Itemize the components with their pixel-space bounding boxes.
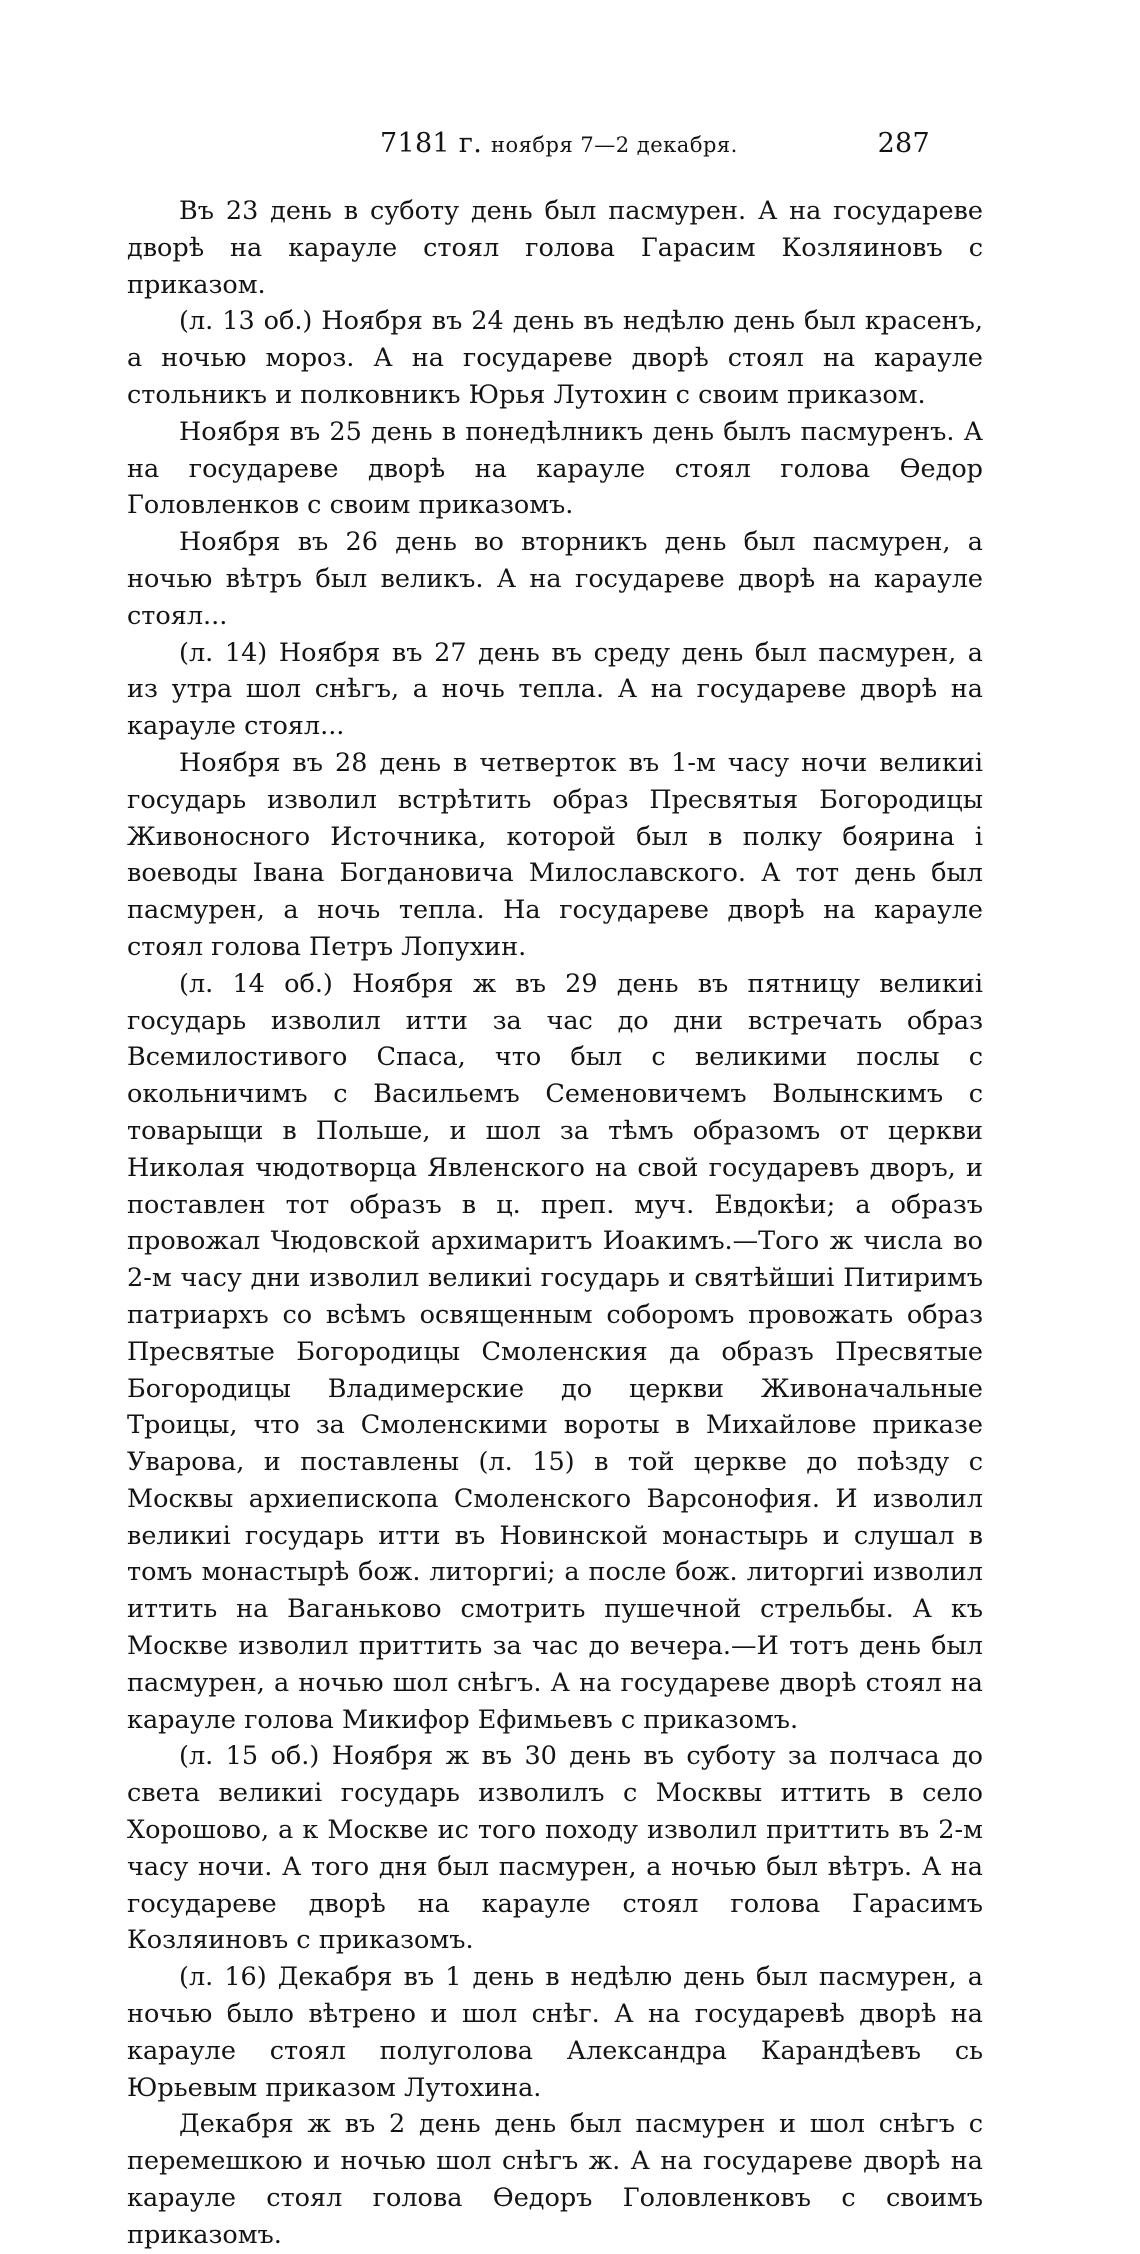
header-title: ноября 7—2 декабря. — [491, 133, 738, 157]
paragraph: (л. 15 об.) Ноября ж въ 30 день въ суботу за полчаса до света великиі государь изволилъ с Москвы иттить в село Хорошово, а к Москве ис того походу изволил приттить въ 2-м часу ночи. А того дня был пасмурен, а ночью был вѣтръ. А на государеве дворѣ на карауле стоял голова Гарасимъ Козляиновъ с приказомъ. — [127, 1741, 983, 1956]
header-year: 7181 г. — [380, 128, 483, 159]
running-title — [380, 128, 738, 159]
paragraph: (л. 16) Декабря въ 1 день в недѣлю день был пасмурен, а ночью было вѣтрено и шол снѣг. А на государевѣ дворѣ на карауле стоял полуголова Александра Карандѣевъ сь Юрьевым приказом Лутохина. — [127, 1962, 983, 2103]
paragraph: (л. 14 об.) Ноября ж въ 29 день въ пятницу великиі государь изволил итти за час до дни встречать образ Всемилостивого Спаса, что был с великими послы с окольничимъ с Васильемъ Семеновичемъ Волынскимъ с товарыщи в Польше, и шол за тѣмъ образомъ от церкви Николая чюдотворца Явленского на свой государевъ дворъ, и поставлен тот образъ в ц. преп. муч. Евдокѣи; а образъ провожал Чюдовской архимаритъ Иоакимъ.—Того ж числа во 2-м часу дни изволил великиі государь и святѣйшиі Питиримъ патриархъ со всѣмъ освященным соборомъ провожать образ Пресвятые Богородицы Смоленския да образъ Пресвятые Богородицы Владимерские до церкви Живоначальные Троицы, что за Смоленскими вороты в Михайлове приказе Уварова, и поставлены (л. 15) в той церкве до поѣзду с Москвы архиепископа Смоленского Варсонофия. И изволил великиі государь итти въ Новинской монастырь и слушал в томъ монастырѣ бож. литоргиі; а после бож. литоргиі изволил иттить на Ваганьково смотрить пушечной стрельбы. А къ Москве изволил приттить за час до вечера.—И тотъ день был пасмурен, а ночью шол снѣгъ. А на государеве дворѣ стоял на карауле голова Микифор Ефимьевъ с приказомъ. — [127, 968, 983, 1735]
paragraph: Декабря ж въ 2 день день был пасмурен и шол снѣгъ с перемешкою и ночью шол снѣгъ ж. А на государеве дворѣ на карауле стоял голова Ѳедоръ Головленковъ с своимъ приказомъ. — [127, 2109, 983, 2250]
page-number: 287 — [877, 128, 930, 159]
paragraph: Ноября въ 25 день в понедѣлникъ день былъ пасмуренъ. А на государеве дворѣ на карауле стоял голова Ѳедор Головленков с своим приказомъ. — [127, 416, 983, 521]
paragraph: Ноября въ 26 день во вторникъ день был пасмурен, а ночью вѣтръ был великъ. А на государеве дворѣ на карауле стоял... — [127, 527, 983, 631]
body-text — [127, 193, 983, 2254]
paragraph: (л. 13 об.) Ноября въ 24 день въ недѣлю день был красенъ, а ночью мороз. А на государеве дворѣ стоял на карауле стольникъ и полковникъ Юрья Лутохин с своим приказом. — [127, 306, 983, 410]
running-head — [130, 128, 930, 168]
paragraph: (л. 14) Ноября въ 27 день въ среду день был пасмурен, а из утра шол снѣгъ, а ночь тепла. А на государеве дворѣ на карауле стоял... — [127, 637, 983, 742]
paragraph: Ноября въ 28 день в четверток въ 1-м часу ночи великиі государь изволил встрѣтить образ Пресвятыя Богородицы Живоносного Источника, которой был в полку боярина і воеводы Івана Богдановича Милославского. А тот день был пасмурен, а ночь тепла. На государеве дворѣ на карауле стоял голова Петръ Лопухин. — [127, 747, 983, 962]
paragraph: Въ 23 день в суботу день был пасмурен. А на государеве дворѣ на карауле стоял голова Гарасим Козляиновъ с приказом. — [127, 196, 983, 300]
